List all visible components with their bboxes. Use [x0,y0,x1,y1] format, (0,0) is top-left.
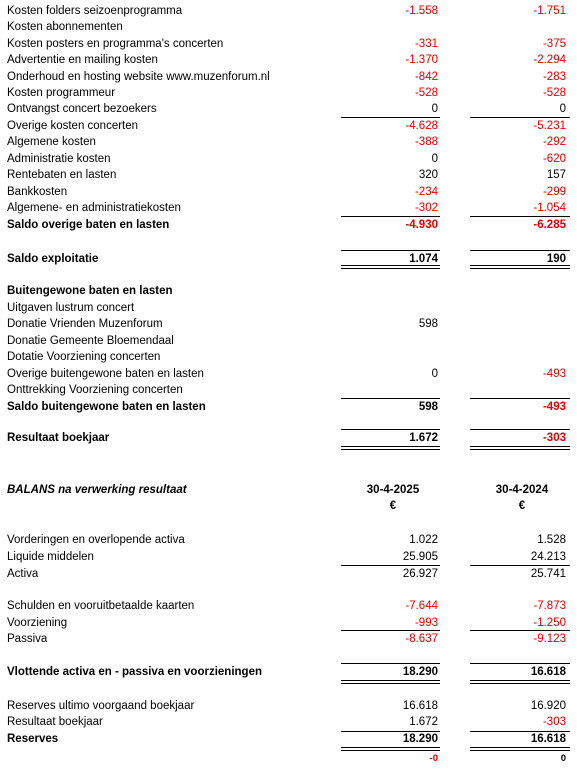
column-header-2025: € [389,500,397,512]
row-label: Ontvangst concert bezoekers [7,103,157,115]
table-row [0,134,577,150]
value-2024: 157 [546,169,566,181]
value-2025: 1.074 [409,253,438,265]
value-2024: -1.054 [533,202,566,214]
double-rule [341,446,440,450]
value-2025: 598 [418,401,438,413]
table-row [0,366,577,382]
row-label: Algemene kosten [7,136,96,148]
value-2025: 1.672 [409,716,438,728]
value-2024: -303 [542,716,566,728]
value-2025: 18.290 [402,733,438,745]
value-2025: -234 [414,186,438,198]
table-row [0,399,577,415]
value-2024: -493 [542,401,566,413]
table-row [0,532,577,548]
value-2024: -9.123 [533,633,566,645]
value-2024: 1.528 [537,534,566,546]
row-label: Kosten abonnementen [7,21,123,33]
value-2024: -2.294 [533,54,566,66]
row-label: Kosten posters en programma's concerten [7,38,224,50]
value-2024: -299 [542,186,566,198]
row-label: Overige kosten concerten [7,120,139,132]
value-2024: 24.213 [530,551,566,563]
table-row [0,184,577,200]
row-label: Resultaat boekjaar [7,432,110,444]
table-row [0,382,577,398]
row-label: Overige buitengewone baten en lasten [7,368,204,380]
row-label: Administratie kosten [7,153,111,165]
table-row [0,316,577,332]
double-rule [470,680,570,684]
row-label: Reserves [7,733,59,745]
row-label: Donatie Gemeente Bloemendaal [7,335,174,347]
value-2024: 25.741 [530,568,566,580]
value-2025: -4.628 [405,120,438,132]
table-row [0,85,577,101]
value-2025: -842 [414,71,438,83]
table-row [0,3,577,19]
table-row [0,731,577,747]
row-label: Dotatie Voorziening concerten [7,351,161,363]
table-row [0,167,577,183]
value-2025: 0 [431,153,438,165]
table-row [0,251,577,267]
table-row [0,615,577,631]
row-label: Algemene- en administratiekosten [7,202,181,214]
value-2024: -6.285 [533,219,566,231]
value-2024: -303 [542,432,566,444]
row-label: Saldo buitengewone baten en lasten [7,401,206,413]
value-2024: -528 [542,87,566,99]
table-row [0,751,577,767]
table-row [0,598,577,614]
table-row [0,482,577,498]
row-label: Passiva [7,633,48,645]
table-row [0,664,577,680]
value-2024: -7.873 [533,600,566,612]
table-row [0,151,577,167]
value-2025: 0 [431,368,438,380]
table-row [0,349,577,365]
table-row [0,498,577,514]
value-2025: -302 [414,202,438,214]
table-row [0,698,577,714]
value-2024: -5.231 [533,120,566,132]
table-row [0,283,577,299]
column-header-2025: 30-4-2025 [366,484,420,496]
table-row [0,69,577,85]
double-rule [341,680,440,684]
value-2024: -375 [542,38,566,50]
column-header-2024: 30-4-2024 [495,484,549,496]
row-label: Saldo overige baten en lasten [7,219,170,231]
row-label: Voorziening [7,617,68,629]
table-row [0,631,577,647]
value-2024: -493 [542,368,566,380]
row-label: Schulden en vooruitbetaalde kaarten [7,600,195,612]
row-label: Kosten programmeur [7,87,116,99]
value-2025: -7.644 [405,600,438,612]
table-row [0,36,577,52]
row-label: BALANS na verwerking resultaat [7,484,187,496]
table-row [0,714,577,730]
value-2025: 25.905 [402,551,438,563]
table-row [0,549,577,565]
row-label: Uitgaven lustrum concert [7,302,135,314]
row-label: Onderhoud en hosting website www.muzenforum.nl [7,71,270,83]
row-label: Saldo exploitatie [7,253,99,265]
value-2025: -993 [414,617,438,629]
table-row [0,52,577,68]
value-2025: -528 [414,87,438,99]
table-row [0,101,577,117]
value-2024: 190 [546,253,566,265]
value-2024: -1.751 [533,5,566,17]
value-2025: -8.637 [405,633,438,645]
column-header-2024: € [518,500,526,512]
row-label: Vorderingen en overlopende activa [7,534,185,546]
table-row [0,333,577,349]
table-row [0,430,577,446]
row-label: Bankkosten [7,186,68,198]
row-label: Onttrekking Voorziening concerten [7,384,183,396]
value-2025: -331 [414,38,438,50]
value-2024: 16.618 [530,733,566,745]
row-label: Activa [7,568,39,580]
value-2025: 1.672 [409,432,438,444]
value-2025: 598 [418,318,438,330]
value-2025: 16.618 [402,700,438,712]
value-2025: 0 [431,103,438,115]
value-2024: 0 [560,753,566,764]
value-2024: 16.920 [530,700,566,712]
table-row [0,19,577,35]
double-rule [470,446,570,450]
row-label: Buitengewone baten en lasten [7,285,173,297]
value-2025: 320 [418,169,438,181]
value-2025: 26.927 [402,568,438,580]
row-label: Resultaat boekjaar [7,716,103,728]
value-2024: -1.250 [533,617,566,629]
row-label: Rentebaten en lasten [7,169,117,181]
row-label: Reserves ultimo voorgaand boekjaar [7,700,195,712]
table-row [0,566,577,582]
value-2024: -283 [542,71,566,83]
row-label: Liquide middelen [7,551,94,563]
row-label: Advertentie en mailing kosten [7,54,158,66]
table-row [0,118,577,134]
row-label: Donatie Vrienden Muzenforum [7,318,163,330]
value-2025: -388 [414,136,438,148]
value-2024: -620 [542,153,566,165]
row-label: Vlottende activa en - passiva en voorzieningen [7,666,262,678]
value-2024: -292 [542,136,566,148]
table-row [0,200,577,216]
value-2025: -1.370 [405,54,438,66]
value-2025: 1.022 [409,534,438,546]
value-2025: 18.290 [402,666,438,678]
value-2024: 16.618 [530,666,566,678]
value-2025: -4.930 [405,219,438,231]
value-2024: 0 [559,103,566,115]
table-row [0,300,577,316]
value-2025: -0 [429,753,438,764]
row-label: Kosten folders seizoenprogramma [7,5,183,17]
table-row [0,217,577,233]
value-2025: -1.558 [405,5,438,17]
